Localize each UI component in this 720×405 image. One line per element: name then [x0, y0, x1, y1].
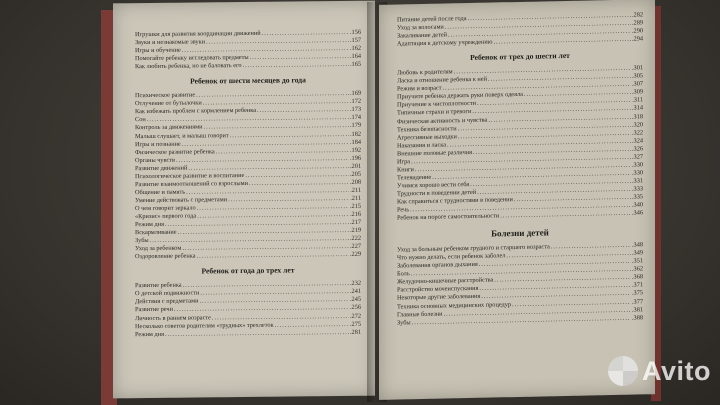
toc-entry-page: .205 — [349, 170, 361, 178]
toc-entry-page: .327 — [631, 153, 643, 161]
toc-entry-title: Некоторые другие заболевания — [397, 293, 481, 302]
toc-entry-page: .222 — [349, 234, 361, 243]
toc-entry-page: .182 — [349, 130, 361, 138]
toc-entry-title: Типичные страхи и тревоги — [397, 108, 472, 117]
toc-entry-page: .281 — [349, 328, 361, 336]
toc-entry-title: Игра — [397, 157, 411, 166]
toc-entry-page: .309 — [631, 88, 643, 96]
toc-entry-page: .375 — [631, 289, 643, 298]
toc-entry-page: .289 — [631, 19, 643, 27]
toc-entry-page: .324 — [631, 137, 643, 145]
toc-entry-title: Желудочно-кишечные расстройства — [397, 276, 494, 286]
toc-entry-title: Зубы — [397, 318, 411, 327]
toc-entry-title: Малыш слушает, и малыш говорит — [135, 131, 229, 140]
toc-entry-title: Вскармливание — [135, 228, 177, 237]
toc-entry-page: .165 — [349, 60, 361, 69]
toc-entry-page: .320 — [631, 120, 643, 129]
toc-entry-page: .330 — [631, 169, 643, 177]
toc-entry-page: .196 — [349, 154, 361, 162]
toc-entry-title: Психологическое развитие и воспитание — [135, 171, 245, 180]
right-toc-top-entries — [397, 11, 643, 48]
section-heading-1-3-years: Ребенок от года до трех лет — [201, 265, 295, 276]
toc-entry-title: «Кризис» первого года — [135, 212, 197, 221]
toc-entry-title: О детской подвижности — [135, 289, 200, 298]
toc-entry-title: Речь — [397, 206, 410, 214]
left-toc-top-entries — [135, 29, 361, 72]
toc-entry-title: Контроль за движениями — [135, 123, 203, 132]
toc-entry-title: Питание детей после года — [397, 15, 467, 24]
avito-watermark-text: Avito — [642, 356, 711, 386]
toc-entry-page: .322 — [631, 128, 643, 137]
toc-entry-title: Режим дня — [135, 330, 164, 338]
left-page — [113, 1, 375, 399]
toc-entry-page: .208 — [349, 178, 361, 186]
toc-entry-page: .272 — [349, 312, 361, 320]
toc-entry-title: Личность в раннем возрасте — [135, 313, 211, 322]
toc-entry-page: .174 — [349, 114, 361, 122]
toc-entry-title: Режим дня — [135, 220, 164, 229]
open-book — [95, 2, 663, 405]
toc-entry-title: Техника безопасности — [397, 124, 457, 134]
toc-entry-title: О чем говорит зеркало — [135, 204, 196, 213]
toc-entry-title: Учимся хорошо вести себя — [397, 180, 470, 190]
toc-entry-page: .245 — [349, 296, 361, 304]
toc-entry-title: Физическое развитие ребенка — [135, 147, 215, 156]
toc-entry-title: Адаптация к детскому учреждению — [397, 38, 493, 48]
left-toc-section1-entries — [135, 90, 361, 261]
toc-entry-page: .172 — [349, 98, 361, 106]
toc-entry-title: Несколько советов родителям «трудных» трехлеток — [135, 321, 274, 330]
toc-entry-title: Психическое развитие — [135, 91, 196, 100]
toc-entry-title: Звуки и незнакомые звуки — [135, 38, 206, 47]
toc-entry-title: Как избежать проблем с кормлением ребенка — [135, 107, 257, 116]
toc-entry-page: .241 — [349, 288, 361, 296]
toc-entry-title: Зубы — [135, 237, 149, 245]
toc-entry-title: Трудности в поведении детей — [397, 188, 477, 198]
toc-entry-title: Приучите ребенка держать руки поверх одеяла — [397, 91, 523, 101]
toc-entry-page: .346 — [631, 209, 643, 217]
toc-entry-title: Как любить ребенка, но не баловать его — [135, 62, 242, 71]
toc-entry-page: .219 — [349, 226, 361, 234]
toc-entry-title: Развитие ребенка — [135, 281, 182, 290]
toc-entry-page: .301 — [631, 64, 643, 72]
toc-entry-page: .349 — [631, 249, 643, 257]
toc-entry-page: .333 — [631, 185, 643, 193]
toc-entry-title: Расстройство мочеиспускания — [397, 285, 479, 294]
toc-entry-title: Игры и обучение — [135, 46, 181, 55]
toc-entry-title: Умение действовать с предметами — [135, 196, 228, 205]
toc-leader-dots — [197, 251, 349, 261]
toc-entry-title: Как справиться с трудностями в поведении — [397, 196, 513, 206]
avito-watermark — [608, 356, 711, 387]
toc-entry-page: .157 — [349, 36, 361, 44]
toc-entry-page: .211 — [350, 186, 361, 194]
toc-entry-page: .351 — [631, 257, 643, 265]
toc-leader-dots — [243, 61, 349, 70]
toc-entry-title: Игрушки для развития координации движений — [135, 29, 261, 39]
section-heading-childhood-diseases: Болезни детей — [491, 227, 549, 239]
toc-entry-title: Уход за волосами — [397, 23, 444, 32]
toc-entry-title: Что нужно делать, если ребенок заболел — [397, 252, 506, 262]
toc-entry-page: .294 — [631, 35, 643, 43]
toc-entry-page: .381 — [631, 305, 643, 314]
toc-entry-page: .290 — [631, 27, 643, 35]
toc-entry-page: .256 — [349, 304, 361, 312]
toc-entry-page: .164 — [349, 52, 361, 61]
toc-entry-page: .326 — [631, 145, 643, 153]
toc-entry-page: .305 — [631, 72, 643, 80]
toc-entry-page: .388 — [631, 313, 643, 322]
toc-entry-title: Заболевания органов дыхания — [397, 261, 478, 270]
toc-leader-dots — [500, 210, 631, 221]
toc-entry-page: .314 — [631, 104, 643, 113]
toc-entry-title: Действия с предметами — [135, 297, 199, 306]
toc-entry-page: .169 — [349, 90, 361, 98]
toc-entry-title: Развитие речи — [135, 306, 173, 314]
avito-logo-icon — [608, 356, 638, 386]
toc-entry-page: .156 — [349, 28, 361, 36]
toc-entry-title: Телевидение — [397, 173, 432, 182]
toc-entry-page: .201 — [349, 162, 361, 170]
right-toc-section2-entries — [397, 242, 643, 328]
toc-entry-page: .335 — [631, 193, 643, 201]
toc-entry-page: .162 — [349, 44, 361, 52]
toc-entry-page: .215 — [349, 202, 361, 210]
toc-entry-title: Уход за больным ребенком грудного и старшего возраста — [397, 243, 550, 254]
toc-entry-title: Общение и память — [135, 188, 186, 196]
toc-entry-title: Органы чувств — [135, 156, 176, 164]
toc-entry-title: Отлучение от бутылочки — [135, 99, 202, 108]
toc-entry-title: Главные болезни — [397, 310, 443, 319]
left-toc — [113, 1, 375, 339]
toc-entry-title: Агрессивные выходки — [397, 132, 457, 142]
toc-entry-page: .377 — [631, 297, 643, 306]
toc-entry-page: .282 — [631, 11, 643, 19]
toc-entry-title: Любовь к родителям — [397, 68, 453, 77]
toc-entry-title: Игры и познание — [135, 140, 181, 148]
toc-entry-title: Режим и возраст — [397, 84, 442, 93]
section-heading-6-12-months: Ребенок от шести месяцев до года — [190, 75, 306, 86]
toc-entry-title: Сон — [135, 116, 146, 124]
toc-entry-title: Развитие взаимоотношений со взрослыми — [135, 179, 248, 188]
toc-entry-page: .371 — [631, 281, 643, 289]
toc-entry-page: .330 — [631, 161, 643, 169]
toc-entry-page: .229 — [349, 250, 361, 259]
toc-entry-title: Внешние половые различия — [397, 148, 472, 158]
toc-entry-page: .348 — [631, 241, 643, 249]
toc-entry — [135, 251, 361, 261]
toc-entry-page: .173 — [349, 106, 361, 114]
toc-entry-title: Книги — [397, 165, 414, 174]
toc-entry-page: .211 — [350, 194, 361, 202]
toc-entry-title: Уход за ребенком — [135, 244, 182, 253]
toc-entry-page: .331 — [631, 177, 643, 185]
toc-entry-page: .217 — [349, 218, 361, 226]
toc-entry-title: Наказания и ласка — [397, 141, 447, 150]
toc-entry-page: .232 — [349, 280, 361, 288]
toc-entry-page: .216 — [349, 210, 361, 218]
toc-entry-title: Приучение к чистоплотности — [397, 100, 476, 109]
toc-entry-title: Помогайте ребенку исследовать предметы — [135, 54, 249, 63]
right-toc-section1-entries — [397, 65, 643, 223]
toc-entry-title: Оздоровление ребенка — [135, 252, 196, 261]
toc-entry-page: .307 — [631, 80, 643, 88]
toc-entry-title: Физическая активность и чувства — [397, 116, 488, 126]
toc-entry — [135, 328, 361, 338]
toc-entry — [135, 61, 361, 71]
toc-entry-page: .184 — [349, 138, 361, 146]
section-heading-3-6-years: Ребенок от трех до шести лет — [470, 51, 570, 63]
toc-entry-page: .340 — [631, 201, 643, 209]
toc-leader-dots — [165, 328, 349, 338]
toc-entry-title: Развитие движений — [135, 164, 188, 172]
toc-entry-title: Закаливание детей — [397, 31, 447, 40]
toc-leader-dots — [493, 36, 631, 47]
left-toc-section2-entries — [135, 280, 361, 339]
toc-entry-title: Ребенок на пороге самостоятельности — [397, 212, 500, 222]
toc-entry-title: Ласка и отношение ребенка к ней — [397, 75, 487, 85]
toc-entry-page: .368 — [631, 273, 643, 281]
toc-entry-title: Техника основных медицинских процедур — [397, 300, 512, 311]
toc-entry-page: .311 — [632, 96, 643, 105]
toc-entry-page: .192 — [349, 146, 361, 154]
right-toc — [379, 0, 655, 328]
toc-entry-page: .275 — [349, 320, 361, 328]
toc-entry-page: .362 — [631, 265, 643, 273]
toc-entry-page: .318 — [631, 112, 643, 121]
toc-entry-page: .179 — [349, 122, 361, 130]
toc-entry-page: .227 — [349, 242, 361, 251]
right-page — [379, 0, 655, 400]
toc-entry-title: Боль — [397, 270, 410, 278]
